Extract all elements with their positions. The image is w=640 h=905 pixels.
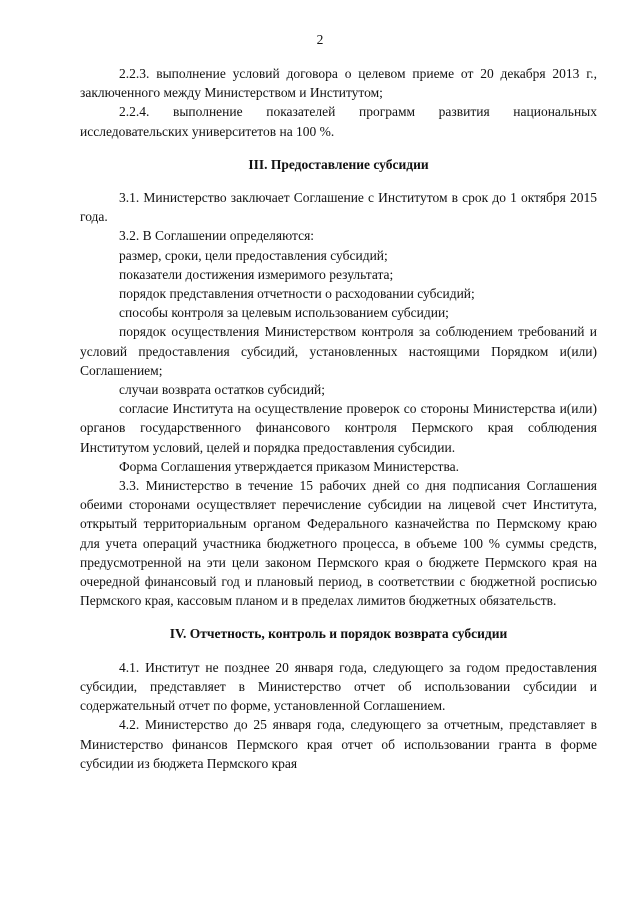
- paragraph-3-2: 3.2. В Соглашении определяются:: [119, 228, 315, 244]
- paragraph-2-2-4: 2.2.4. выполнение показателей программ развития национальных исследовательских университетов на 100 %.: [80, 104, 597, 139]
- paragraph-4-1: 4.1. Институт не позднее 20 января года, следующего за годом предоставления субсидии, представляет в Министерство отчет об использовании субсидии и содержательный отчет по форме, установленной Соглашением.: [80, 659, 597, 714]
- list-item: размер, сроки, цели предоставления субсидий;: [119, 247, 388, 263]
- list-item: способы контроля за целевым использованием субсидии;: [119, 305, 449, 321]
- list-item: порядок осуществления Министерством контроля за соблюдением требований и условий предоставления субсидий, установленных настоящими Порядком и(или) Соглашением;: [80, 324, 597, 378]
- document-body: [80, 64, 597, 773]
- paragraph-2-2-3: 2.2.3. выполнение условий договора о целевом приеме от 20 декабря 2013 г., заключенного между Министерством и Институтом;: [80, 66, 597, 101]
- section-4-heading: IV. Отчетность, контроль и порядок возврата субсидии: [169, 626, 508, 642]
- list-item: показатели достижения измеримого результата;: [119, 266, 394, 282]
- section-3-heading: III. Предоставление субсидии: [248, 156, 429, 172]
- paragraph-3-1: 3.1. Министерство заключает Соглашение с Институтом в срок до 1 октября 2015 года.: [80, 190, 597, 225]
- list-item: согласие Института на осуществление проверок со стороны Министерства и(или) органов государственного финансового контроля Пермского края соблюдения Институтом условий, целей и порядка предоставления субсидии.: [80, 401, 597, 455]
- paragraph-form: Форма Соглашения утверждается приказом Министерства.: [119, 458, 460, 474]
- list-item: порядок представления отчетности о расходовании субсидий;: [119, 286, 475, 302]
- paragraph-3-3: 3.3. Министерство в течение 15 рабочих дней со дня подписания Соглашения обеими сторонами осуществляет перечисление субсидии на лицевой счет Института, открытый территориальным органом Федерального казначейства по Пермскому краю для учета операций участника бюджетного процесса, в объеме 100 % суммы средств, предусмотренной на эти цели законом Пермского края о бюджете Пермского края на очередной финансовый год и плановый период, в соответствии с бюджетной росписью Пермского края, кассовым планом и в пределах лимитов бюджетных обязательств.: [80, 478, 597, 609]
- page-number: 2: [316, 32, 324, 47]
- paragraph-4-2: 4.2. Министерство до 25 января года, следующего за отчетным, представляет в Министерство финансов Пермского края отчет об использовании гранта в форме субсидии из бюджета Пермского края: [80, 717, 597, 771]
- list-item: случаи возврата остатков субсидий;: [119, 382, 326, 398]
